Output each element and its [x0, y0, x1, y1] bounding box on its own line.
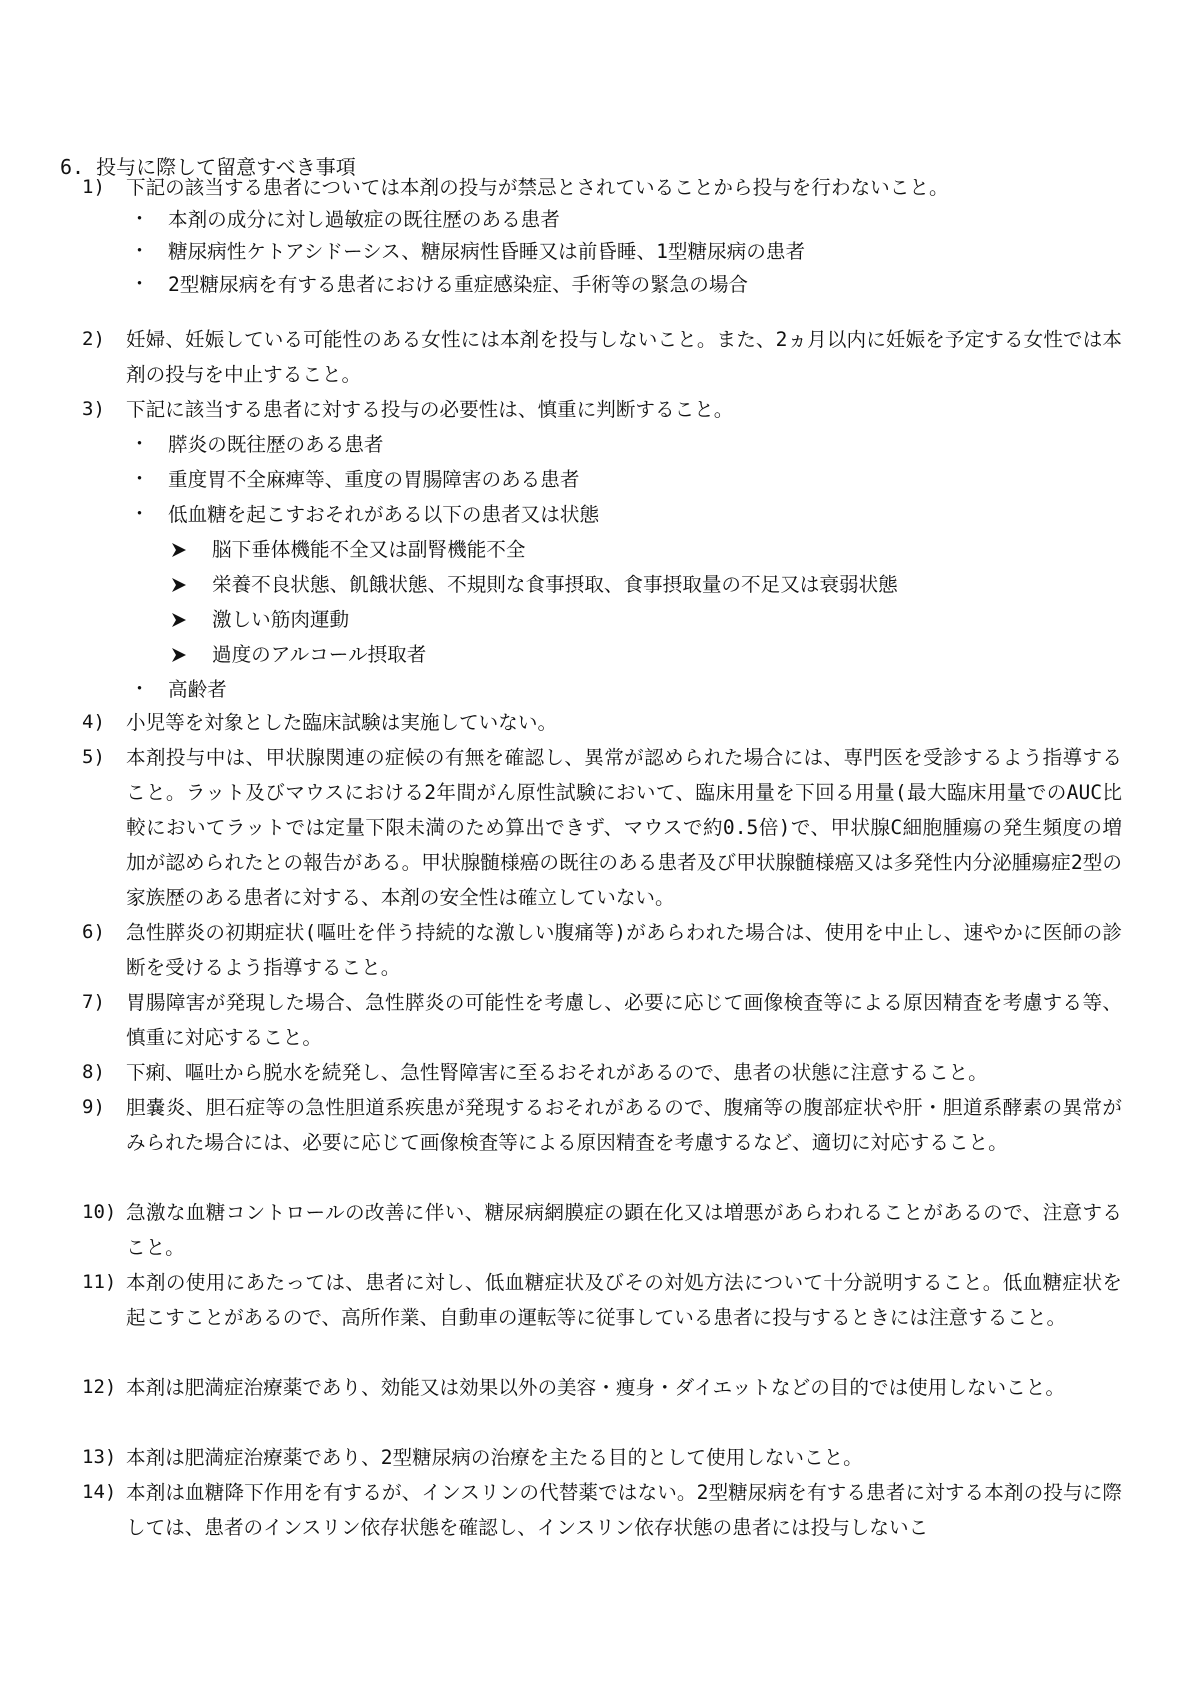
bullet-marker: ・ — [130, 273, 150, 295]
item-number: 3) — [82, 398, 105, 420]
bullet-marker: ・ — [130, 678, 150, 700]
item-number: 12) — [82, 1376, 117, 1398]
bullet-text: 2型糖尿病を有する患者における重症感染症、手術等の緊急の場合 — [168, 273, 749, 296]
item-number: 7) — [82, 991, 105, 1013]
bullet-text: 膵炎の既往歴のある患者 — [168, 433, 384, 456]
sub-bullet-text: 栄養不良状態、飢餓状態、不規則な食事摂取、食事摂取量の不足又は衰弱状態 — [212, 573, 898, 596]
section-heading: 6. 投与に際して留意すべき事項 — [60, 155, 356, 179]
item-number: 10) — [82, 1201, 117, 1223]
bullet-text: 高齢者 — [168, 678, 227, 701]
item-text: 下記に該当する患者に対する投与の必要性は、慎重に判断すること。 — [126, 398, 734, 421]
item-number: 8) — [82, 1061, 105, 1083]
item-number: 5) — [82, 746, 105, 768]
item-number: 2) — [82, 328, 105, 350]
arrowhead-icon — [170, 611, 188, 629]
item-text: 本剤は肥満症治療薬であり、効能又は効果以外の美容・痩身・ダイエットなどの目的では使用しないこと。 — [126, 1376, 1065, 1399]
item-number: 9) — [82, 1096, 105, 1118]
item-number: 4) — [82, 711, 105, 733]
bullet-marker: ・ — [130, 503, 150, 525]
bullet-text: 糖尿病性ケトアシドーシス、糖尿病性昏睡又は前昏睡、1型糖尿病の患者 — [168, 240, 806, 263]
item-text: 妊婦、妊娠している可能性のある女性には本剤を投与しないこと。また、2ヵ月以内に妊娠を予定する女性では本剤の投与を中止すること。 — [126, 328, 1122, 386]
bullet-marker: ・ — [130, 433, 150, 455]
item-text: 小児等を対象とした臨床試験は実施していない。 — [126, 711, 558, 734]
item-text: 急激な血糖コントロールの改善に伴い、糖尿病網膜症の顕在化又は増悪があらわれることがあるので、注意すること。 — [126, 1201, 1122, 1259]
sub-bullet-text: 過度のアルコール摂取者 — [212, 643, 427, 666]
bullet-marker: ・ — [130, 240, 150, 262]
bullet-marker: ・ — [130, 208, 150, 230]
item-text: 本剤投与中は、甲状腺関連の症候の有無を確認し、異常が認められた場合には、専門医を受診するよう指導すること。ラット及びマウスにおける2年間がん原性試験において、臨床用量を下回る用量(最大臨床用量でのAUC比較においてラットでは定量下限未満のため算出できず、マウスで約0.5倍)で、甲状腺C細胞腫瘍の発生頻度の増加が認められたとの報告がある。甲状腺髄様癌の既往のある患者及び甲状腺髄様癌又は多発性内分泌腫瘍症2型の家族歴のある患者に対する、本剤の安全性は確立していない。 — [126, 746, 1122, 909]
item-text: 下記の該当する患者については本剤の投与が禁忌とされていることから投与を行わないこと。 — [126, 176, 949, 199]
item-text: 下痢、嘔吐から脱水を続発し、急性腎障害に至るおそれがあるので、患者の状態に注意すること。 — [126, 1061, 988, 1084]
item-number: 1) — [82, 176, 105, 198]
bullet-text: 低血糖を起こすおそれがある以下の患者又は状態 — [168, 503, 600, 526]
arrowhead-icon — [170, 541, 188, 559]
bullet-marker: ・ — [130, 468, 150, 490]
bullet-text: 重度胃不全麻痺等、重度の胃腸障害のある患者 — [168, 468, 580, 491]
item-number: 6) — [82, 921, 105, 943]
arrowhead-icon — [170, 576, 188, 594]
sub-bullet-text: 激しい筋肉運動 — [212, 608, 350, 631]
item-text: 本剤の使用にあたっては、患者に対し、低血糖症状及びその対処方法について十分説明すること。低血糖症状を起こすことがあるので、高所作業、自動車の運転等に従事している患者に投与するときには注意すること。 — [126, 1271, 1122, 1329]
arrowhead-icon — [170, 646, 188, 664]
item-number: 13) — [82, 1446, 117, 1468]
bullet-text: 本剤の成分に対し過敏症の既往歴のある患者 — [168, 208, 560, 231]
item-text: 本剤は肥満症治療薬であり、2型糖尿病の治療を主たる目的として使用しないこと。 — [126, 1446, 863, 1469]
item-text: 胆嚢炎、胆石症等の急性胆道系疾患が発現するおそれがあるので、腹痛等の腹部症状や肝・胆道系酵素の異常がみられた場合には、必要に応じて画像検査等による原因精査を考慮するなど、適切に対応すること。 — [126, 1096, 1122, 1154]
item-number: 11) — [82, 1271, 117, 1293]
item-number: 14) — [82, 1481, 117, 1503]
sub-bullet-text: 脳下垂体機能不全又は副腎機能不全 — [212, 538, 526, 561]
item-text: 本剤は血糖降下作用を有するが、インスリンの代替薬ではない。2型糖尿病を有する患者に対する本剤の投与に際しては、患者のインスリン依存状態を確認し、インスリン依存状態の患者には投与しないこ — [126, 1481, 1122, 1539]
item-text: 急性膵炎の初期症状(嘔吐を伴う持続的な激しい腹痛等)があらわれた場合は、使用を中止し、速やかに医師の診断を受けるよう指導すること。 — [126, 921, 1122, 979]
item-text: 胃腸障害が発現した場合、急性膵炎の可能性を考慮し、必要に応じて画像検査等による原因精査を考慮する等、慎重に対応すること。 — [126, 991, 1122, 1049]
